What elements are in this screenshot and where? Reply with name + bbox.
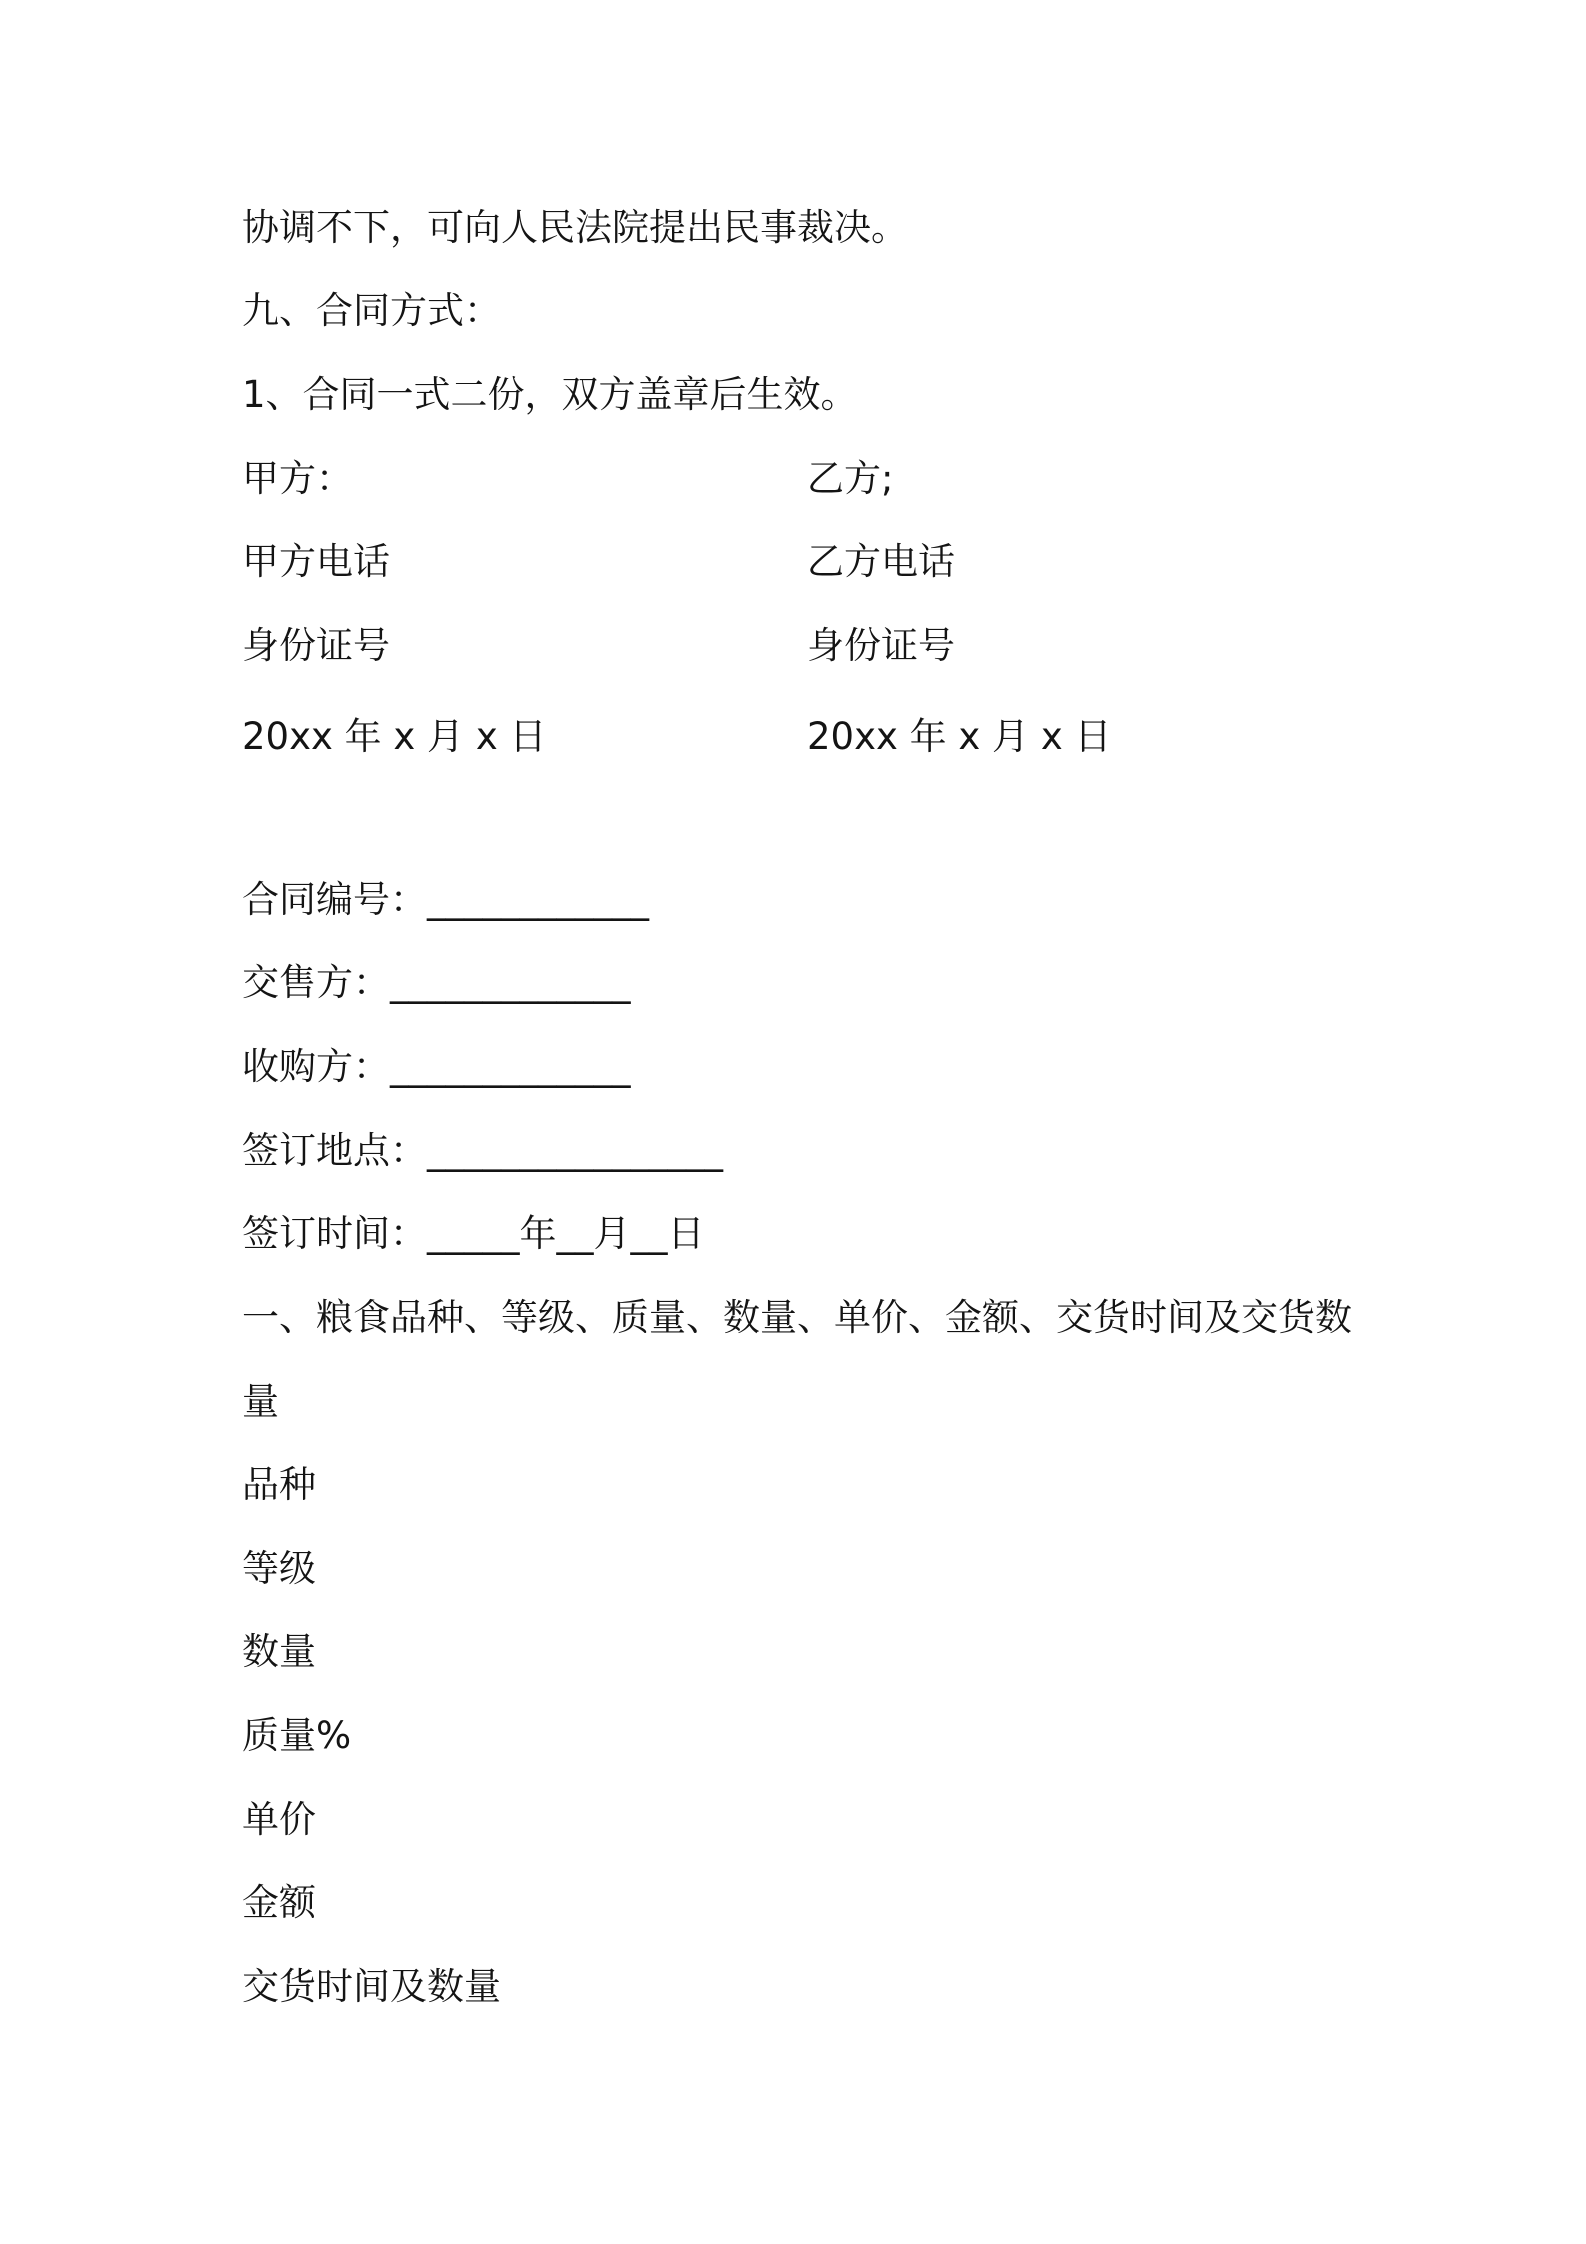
party-a-date: 20xx 年 x 月 x 日: [242, 715, 547, 758]
list-item: 金额: [242, 1881, 316, 1924]
contract-buyer: 收购方：_____________: [242, 1045, 631, 1088]
list-item: 数量: [242, 1630, 316, 1673]
contract-seller: 交售方：_____________: [242, 961, 631, 1004]
list-item: 单价: [242, 1798, 316, 1841]
party-b-phone: 乙方电话: [807, 540, 955, 583]
signing-place: 签订地点：________________: [242, 1129, 723, 1172]
party-a-phone: 甲方电话: [242, 540, 390, 583]
party-a-id-number: 身份证号: [242, 624, 390, 667]
list-item: 等级: [242, 1547, 316, 1590]
list-item: 交货时间及数量: [242, 1965, 501, 2008]
party-a-label: 甲方：: [242, 457, 353, 500]
previous-clause-line: 协调不下，可向人民法院提出民事裁决。: [242, 206, 908, 249]
signing-time: 签订时间：_____年__月__日: [242, 1212, 705, 1255]
section-one-heading-continued: 量: [242, 1380, 279, 1423]
list-item: 品种: [242, 1463, 316, 1506]
contract-number: 合同编号：____________: [242, 878, 649, 921]
party-b-id-number: 身份证号: [807, 624, 955, 667]
list-item: 质量%: [242, 1714, 352, 1757]
section-one-heading: 一、粮食品种、等级、质量、数量、单价、金额、交货时间及交货数: [242, 1296, 1352, 1339]
party-b-date: 20xx 年 x 月 x 日: [807, 715, 1112, 758]
section-nine-heading: 九、合同方式：: [242, 289, 501, 332]
section-nine-clause-1: 1、合同一式二份，双方盖章后生效。: [242, 373, 858, 416]
party-b-label: 乙方;: [807, 457, 894, 500]
